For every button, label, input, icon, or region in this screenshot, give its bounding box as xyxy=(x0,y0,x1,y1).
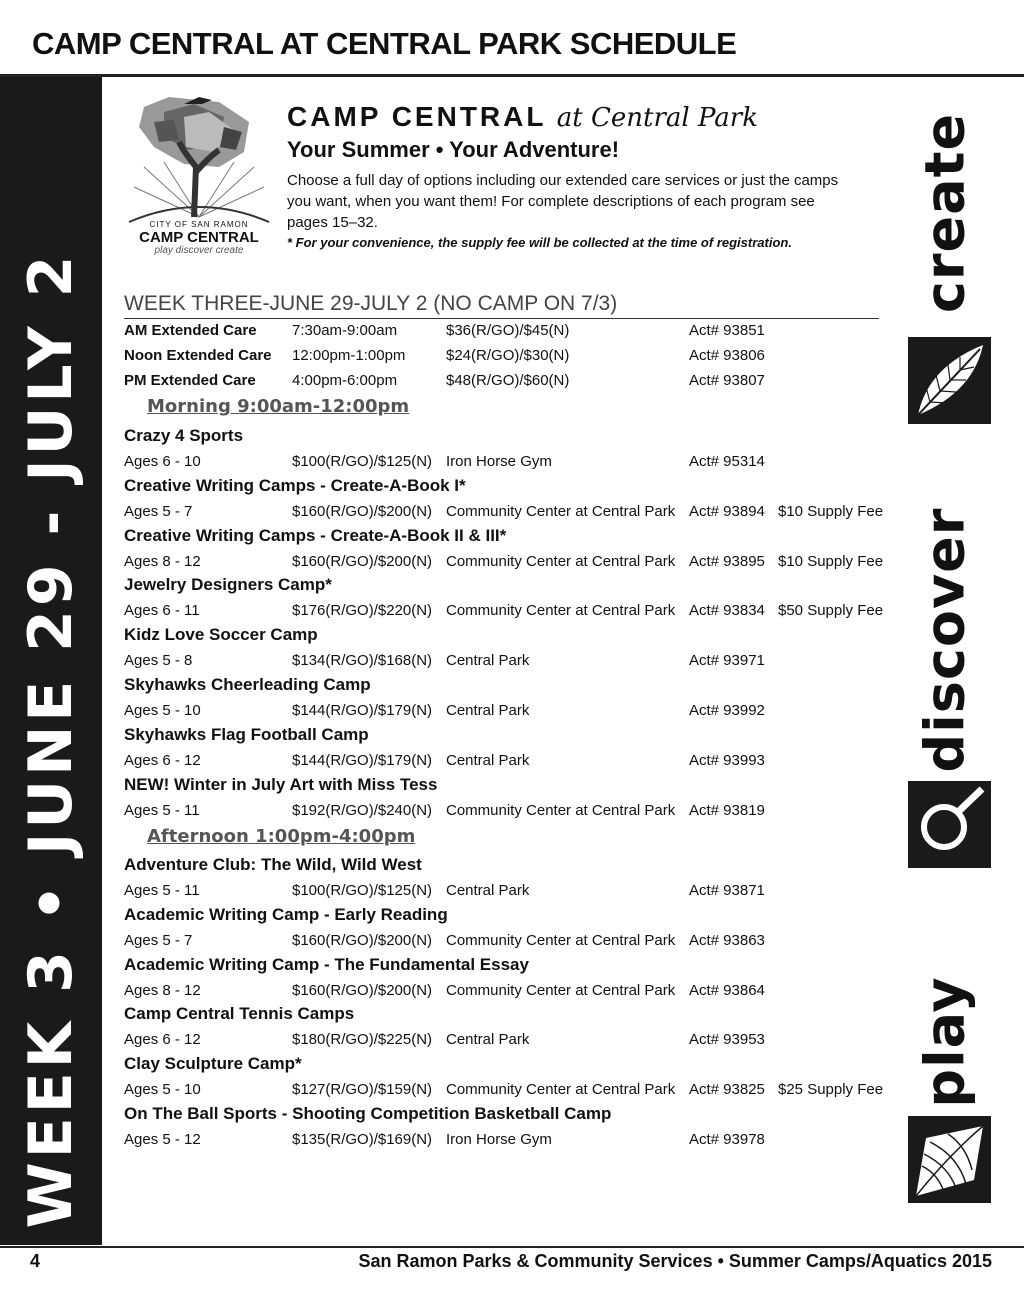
camp-location: Community Center at Central Park xyxy=(446,981,676,999)
camp-detail-row xyxy=(124,650,884,674)
camp-location: Community Center at Central Park xyxy=(446,931,676,949)
camp-ages: Ages 5 - 7 xyxy=(124,502,193,520)
camp-ages: Ages 6 - 10 xyxy=(124,453,201,470)
morning-section-title: Morning 9:00am-12:00pm xyxy=(147,396,410,417)
camp-ages: Ages 6 - 12 xyxy=(124,1031,201,1049)
camp-fee: $144(R/GO)/$179(N) xyxy=(292,702,433,719)
camp-location: Community Center at Central Park xyxy=(446,552,676,570)
care-fee: $48(R/GO)/$60(N) xyxy=(446,372,570,389)
care-time: 4:00pm-6:00pm xyxy=(292,372,398,389)
camp-location: Community Center at Central Park xyxy=(446,602,676,620)
camp-act-number: Act# 93971 xyxy=(689,652,765,670)
camp-name: Adventure Club: The Wild, Wild West xyxy=(124,855,422,874)
camp-act-number: Act# 93978 xyxy=(689,1131,765,1148)
camp-act-number: Act# 93993 xyxy=(689,751,765,769)
camp-fee: $127(R/GO)/$159(N) xyxy=(292,1081,433,1099)
camp-fee: $192(R/GO)/$240(N) xyxy=(292,801,433,819)
camp-ages: Ages 5 - 7 xyxy=(124,931,193,949)
camp-ages: Ages 5 - 12 xyxy=(124,1131,201,1148)
intro-block xyxy=(287,100,857,250)
discover-word: discover xyxy=(913,507,977,773)
camp-location: Central Park xyxy=(446,702,530,719)
camp-location: Central Park xyxy=(446,1031,530,1049)
kite-icon xyxy=(908,1116,991,1203)
camp-detail-row xyxy=(124,880,884,904)
intro-heading-bold: CAMP CENTRAL xyxy=(287,101,546,132)
page-number: 4 xyxy=(30,1251,41,1271)
footer-text: San Ramon Parks & Community Services • Summer Camps/Aquatics 2015 xyxy=(358,1251,992,1271)
care-name: AM Extended Care xyxy=(124,322,257,339)
camp-detail-row xyxy=(124,600,884,624)
camp-name: Creative Writing Camps - Create-A-Book I* xyxy=(124,475,466,495)
extended-care-row xyxy=(124,320,884,344)
camp-name: Academic Writing Camp - The Fundamental Essay xyxy=(124,954,529,974)
tree-logo-icon xyxy=(124,92,274,230)
camp-name: Academic Writing Camp - Early Reading xyxy=(124,904,448,924)
camp-ages: Ages 5 - 11 xyxy=(124,882,200,899)
logo-tagline: play discover create xyxy=(154,245,244,256)
camp-fee: $160(R/GO)/$200(N) xyxy=(292,981,433,999)
camp-ages: Ages 6 - 12 xyxy=(124,751,201,769)
intro-subheading: Your Summer • Your Adventure! xyxy=(287,137,620,162)
afternoon-section-title: Afternoon 1:00pm-4:00pm xyxy=(147,826,416,847)
logo-name-text: CAMP CENTRAL xyxy=(139,229,259,246)
camp-detail-row xyxy=(124,551,884,575)
magnifier-icon xyxy=(908,781,991,868)
extended-care-row xyxy=(124,370,884,394)
camp-act-number: Act# 93825 xyxy=(689,1081,765,1099)
camp-fee: $160(R/GO)/$200(N) xyxy=(292,552,433,570)
camp-supply-fee: $50 Supply Fee xyxy=(778,602,884,620)
play-word: play xyxy=(913,976,977,1108)
camp-act-number: Act# 93819 xyxy=(689,801,765,819)
camp-name: Skyhawks Flag Football Camp xyxy=(124,724,369,744)
camp-fee: $100(R/GO)/$125(N) xyxy=(292,453,433,470)
camp-name: Kidz Love Soccer Camp xyxy=(124,625,318,645)
camp-ages: Ages 8 - 12 xyxy=(124,552,201,570)
camp-fee: $160(R/GO)/$200(N) xyxy=(292,931,433,949)
camp-location: Community Center at Central Park xyxy=(446,1081,676,1099)
camp-detail-row xyxy=(124,930,884,954)
camp-supply-fee: $10 Supply Fee xyxy=(778,552,884,570)
camp-name: Creative Writing Camps - Create-A-Book II & III* xyxy=(124,525,507,545)
camp-name: Clay Sculpture Camp* xyxy=(124,1054,302,1074)
title-divider xyxy=(0,74,1024,77)
footer-divider xyxy=(0,1246,1024,1248)
care-act: Act# 93807 xyxy=(689,372,765,389)
intro-body: Choose a full day of options including our extended care services or just the camps you want, when you want them! For complete descriptions of each program see pages 15–32. xyxy=(287,172,839,231)
camp-detail-row xyxy=(124,1029,884,1053)
camp-detail-row xyxy=(124,501,884,525)
camp-supply-fee: $10 Supply Fee xyxy=(778,502,884,520)
camp-ages: Ages 5 - 10 xyxy=(124,702,201,719)
page-title: CAMP CENTRAL AT CENTRAL PARK SCHEDULE xyxy=(32,26,737,61)
camp-ages: Ages 5 - 10 xyxy=(124,1081,201,1099)
camp-location: Iron Horse Gym xyxy=(446,453,552,470)
camp-act-number: Act# 93834 xyxy=(689,602,765,620)
camp-fee: $135(R/GO)/$169(N) xyxy=(292,1131,433,1148)
camp-location: Community Center at Central Park xyxy=(446,801,676,819)
camp-act-number: Act# 95314 xyxy=(689,453,765,470)
camp-ages: Ages 8 - 12 xyxy=(124,981,201,999)
create-word: create xyxy=(913,112,977,314)
camp-location: Community Center at Central Park xyxy=(446,502,676,520)
camp-fee: $134(R/GO)/$168(N) xyxy=(292,652,433,670)
intro-heading-script: at Central Park xyxy=(556,103,758,133)
care-act: Act# 93851 xyxy=(689,322,765,339)
camp-detail-row xyxy=(124,1079,884,1103)
camp-location: Iron Horse Gym xyxy=(446,1131,552,1148)
care-fee: $36(R/GO)/$45(N) xyxy=(446,322,570,339)
camp-act-number: Act# 93953 xyxy=(689,1031,765,1049)
camp-location: Central Park xyxy=(446,882,530,899)
week-divider xyxy=(124,318,879,319)
camp-act-number: Act# 93871 xyxy=(689,882,765,899)
camp-name: Crazy 4 Sports xyxy=(124,426,244,445)
camp-fee: $180(R/GO)/$225(N) xyxy=(292,1031,433,1049)
camp-location: Central Park xyxy=(446,751,530,769)
camp-central-logo xyxy=(124,92,274,260)
care-name: PM Extended Care xyxy=(124,372,256,389)
care-time: 7:30am-9:00am xyxy=(292,322,398,339)
camp-detail-row xyxy=(124,700,884,724)
camp-detail-row xyxy=(124,750,884,774)
extended-care-row xyxy=(124,345,884,369)
side-banner-text: WEEK 3 • JUNE 29 - JULY 2 xyxy=(16,251,86,1229)
camp-name: NEW! Winter in July Art with Miss Tess xyxy=(124,774,438,794)
camp-name: Camp Central Tennis Camps xyxy=(124,1004,355,1024)
intro-note: * For your convenience, the supply fee will be collected at the time of registration. xyxy=(287,235,792,250)
camp-detail-row xyxy=(124,1129,884,1153)
camp-detail-row xyxy=(124,451,884,475)
camp-name: Jewelry Designers Camp* xyxy=(124,575,332,595)
camp-act-number: Act# 93894 xyxy=(689,502,765,520)
side-banner xyxy=(0,77,102,1245)
camp-location: Central Park xyxy=(446,652,530,670)
camp-act-number: Act# 93992 xyxy=(689,702,765,719)
camp-ages: Ages 5 - 8 xyxy=(124,652,193,670)
camp-ages: Ages 5 - 11 xyxy=(124,801,200,819)
camp-detail-row xyxy=(124,980,884,1004)
camp-detail-row xyxy=(124,800,884,824)
care-fee: $24(R/GO)/$30(N) xyxy=(446,347,570,364)
care-time: 12:00pm-1:00pm xyxy=(292,347,406,364)
camp-name: Skyhawks Cheerleading Camp xyxy=(124,675,371,694)
leaf-icon xyxy=(908,337,991,424)
camp-fee: $100(R/GO)/$125(N) xyxy=(292,882,433,899)
care-name: Noon Extended Care xyxy=(124,347,272,364)
camp-fee: $176(R/GO)/$220(N) xyxy=(292,602,433,620)
week-heading: WEEK THREE-JUNE 29-JULY 2 (NO CAMP ON 7/3) xyxy=(124,292,618,315)
camp-act-number: Act# 93895 xyxy=(689,552,765,570)
camp-fee: $160(R/GO)/$200(N) xyxy=(292,502,433,520)
logo-city-text: CITY OF SAN RAMON xyxy=(149,220,249,229)
camp-ages: Ages 6 - 11 xyxy=(124,602,200,620)
care-act: Act# 93806 xyxy=(689,347,765,364)
camp-act-number: Act# 93864 xyxy=(689,981,765,999)
camp-name: On The Ball Sports - Shooting Competition Basketball Camp xyxy=(124,1104,612,1123)
camp-supply-fee: $25 Supply Fee xyxy=(778,1081,884,1099)
camp-act-number: Act# 93863 xyxy=(689,931,765,949)
intro-heading xyxy=(287,100,857,135)
camp-fee: $144(R/GO)/$179(N) xyxy=(292,751,433,769)
